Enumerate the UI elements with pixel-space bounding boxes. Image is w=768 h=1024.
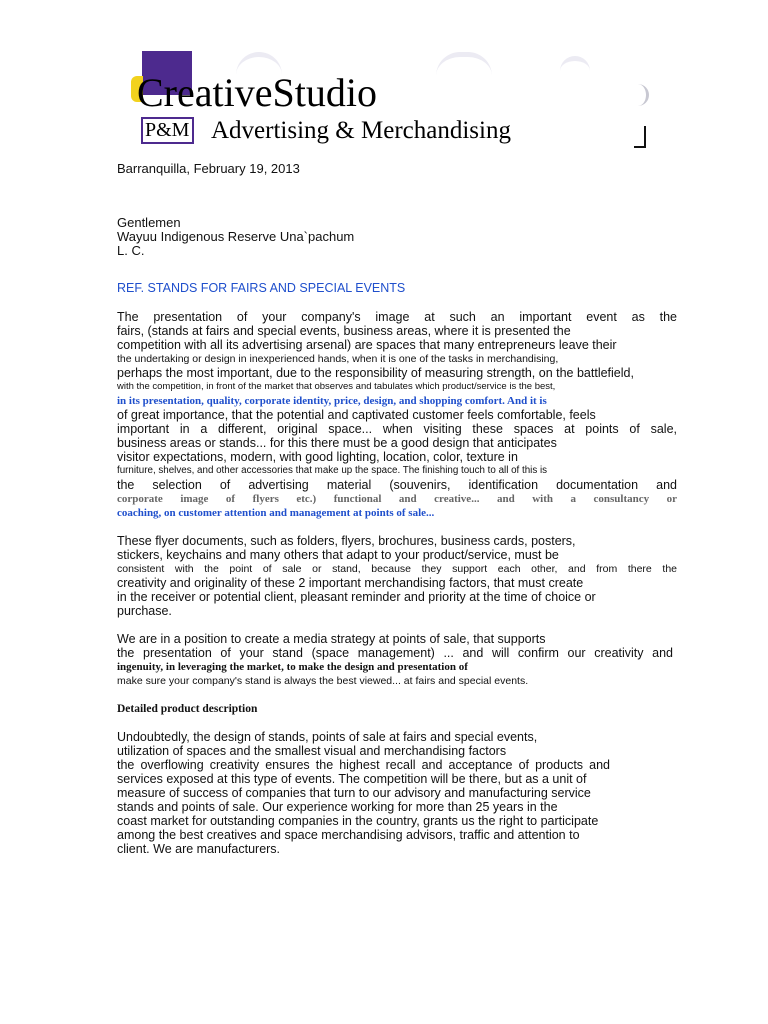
paragraph-flyers <box>117 534 677 618</box>
logo-faded-arc <box>636 84 649 106</box>
text-line: among the best creatives and space merchandising advisors, traffic and attention to <box>117 828 580 842</box>
corner-bracket-mark <box>634 126 646 148</box>
text-line: competition with all its advertising arsenal) are spaces that many entrepreneurs leave their <box>117 338 617 352</box>
logo-faded-arc <box>436 52 492 77</box>
text-line: important in a different, original space... when visiting these spaces at points of sale, <box>117 422 677 436</box>
text-line: the presentation of your stand (space management) ... and will confirm our creativity and <box>117 646 673 660</box>
text-line: perhaps the most important, due to the responsibility of measuring strength, on the battlefield, <box>117 366 634 380</box>
text-line: fairs, (stands at fairs and special events, business areas, where it is presented the <box>117 324 571 338</box>
text-line: stickers, keychains and many others that adapt to your product/service, must be <box>117 548 559 562</box>
brand-tagline: Advertising & Merchandising <box>211 117 511 144</box>
text-line: purchase. <box>117 604 172 618</box>
text-line: consistent with the point of sale or stand, because they support each other, and from there the <box>117 563 677 575</box>
paragraph-presentation <box>117 310 677 520</box>
letter-body <box>117 160 677 856</box>
text-line: make sure your company's stand is always the best viewed... at fairs and special events. <box>117 675 529 687</box>
address-line: Wayuu Indigenous Reserve Una`pachum <box>117 229 355 244</box>
text-line: The presentation of your company's image at such an important event as the <box>117 310 677 324</box>
paragraph-product-description <box>117 730 677 856</box>
section-heading: Detailed product description <box>117 703 258 715</box>
text-line-highlight: in its presentation, quality, corporate identity, price, design, and shopping comfort. And it is <box>117 395 547 407</box>
text-line: client. We are manufacturers. <box>117 842 281 856</box>
text-line: utilization of spaces and the smallest visual and merchandising factors <box>117 744 507 758</box>
letterhead <box>0 0 768 160</box>
logo-faded-arc <box>560 56 590 75</box>
text-line: in the receiver or potential client, pleasant reminder and priority at the time of choice or <box>117 590 596 604</box>
text-line: coast market for outstanding companies in the country, grants us the right to participate <box>117 814 599 828</box>
text-line: We are in a position to create a media strategy at points of sale, that supports <box>117 632 546 646</box>
text-line: the overflowing creativity ensures the highest recall and acceptance of products and <box>117 758 610 772</box>
text-line: business areas or stands... for this there must be a good design that anticipates <box>117 436 557 450</box>
brand-name: CreativeStudio <box>137 70 377 115</box>
text-line: furniture, shelves, and other accessories that make up the space. The finishing touch to all of this is <box>117 465 548 476</box>
text-line: stands and points of sale. Our experience working for more than 25 years in the <box>117 800 558 814</box>
text-line: the undertaking or design in inexperienced hands, when it is one of the tasks in merchandising, <box>117 353 559 365</box>
text-line-bold: ingenuity, in leveraging the market, to make the design and presentation of <box>117 661 468 673</box>
brand-badge: P&M <box>141 117 194 144</box>
text-line: creativity and originality of these 2 important merchandising factors, that must create <box>117 576 584 590</box>
paragraph-media-strategy <box>117 632 677 688</box>
text-line: measure of success of companies that turn to our advisory and manufacturing service <box>117 786 591 800</box>
text-line: visitor expectations, modern, with good lighting, location, color, texture in <box>117 450 518 464</box>
text-line: Undoubtedly, the design of stands, points of sale at fairs and special events, <box>117 730 538 744</box>
recipient-address <box>117 216 677 258</box>
text-line: the selection of advertising material (souvenirs, identification documentation and <box>117 478 677 492</box>
text-line: services exposed at this type of events. The competition will be there, but as a unit of <box>117 772 587 786</box>
reference-line: REF. STANDS FOR FAIRS AND SPECIAL EVENTS <box>117 281 406 295</box>
address-line: L. C. <box>117 243 145 258</box>
text-line: of great importance, that the potential and captivated customer feels comfortable, feels <box>117 408 596 422</box>
text-line: with the competition, in front of the market that observes and tabulates which product/service is the best, <box>117 381 556 392</box>
address-line: Gentlemen <box>117 215 181 230</box>
letter-date: Barranquilla, February 19, 2013 <box>117 161 300 176</box>
text-line-highlight: coaching, on customer attention and management at points of sale... <box>117 507 435 519</box>
text-line: These flyer documents, such as folders, flyers, brochures, business cards, posters, <box>117 534 576 548</box>
text-line-gray: corporate image of flyers etc.) functional and creative... and with a consultancy or <box>117 493 677 505</box>
